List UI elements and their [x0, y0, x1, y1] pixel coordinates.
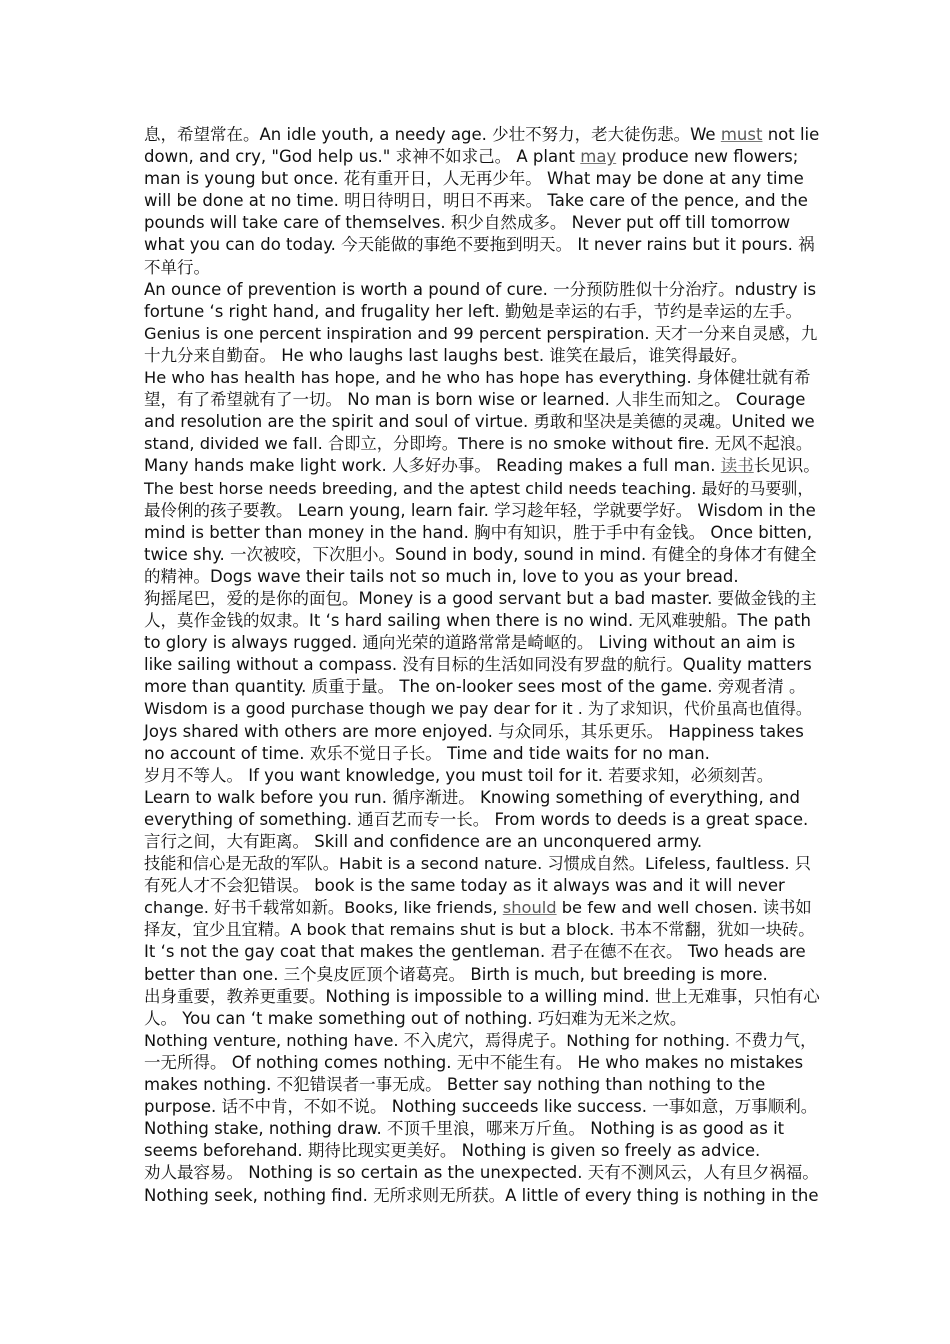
text-line: to glory is always rugged. 通向光荣的道路常常是崎岖的。 Living without an aim is — [144, 633, 796, 653]
text-line: 出身重要，教养更重要。Nothing is impossible to a willing mind. 世上无难事，只怕有心 — [144, 986, 820, 1006]
text-line: Many hands make light work. 人多好办事。 Reading makes a full man. 读书长见识。 — [144, 456, 820, 476]
text-line: pounds will take care of themselves. 积少自然成多。 Never put off till tomorrow — [144, 213, 791, 233]
text-line: 有死人才不会犯错误。 book is the same today as it always was and it will never — [144, 876, 785, 896]
text-line: Nothing venture, nothing have. 不入虎穴，焉得虎子。Nothing for nothing. 不费力气， — [144, 1030, 817, 1050]
text-line: no account of time. 欢乐不觉日子长。 Time and tide waits for no man. — [144, 743, 710, 763]
text-line: will be done at no time. 明日待明日，明日不再来。 Take care of the pence, and the — [144, 191, 808, 211]
text-line: 最伶俐的孩子要教。 Learn young, learn fair. 学习趁年轻，学就要学好。 Wisdom in the — [144, 500, 816, 520]
text-line: Genius is one percent inspiration and 99 percent perspiration. 天才一分来自灵感，九 — [144, 323, 818, 343]
text-line: down, and cry, "God help us." 求神不如求己。 A plant may produce new flowers; — [144, 147, 799, 167]
text-line: 不单行。 — [144, 257, 210, 277]
text-line: Learn to walk before you run. 循序渐进。 Knowing something of everything, and — [144, 787, 800, 807]
text-line: 言行之间，大有距离。 Skill and confidence are an unconquered army. — [144, 832, 703, 851]
text-line: 技能和信心是无敌的军队。Habit is a second nature. 习惯成自然。Lifeless, faultless. 只 — [144, 854, 811, 874]
text-line: The best horse needs breeding, and the aptest child needs teaching. 最好的马要驯， — [144, 478, 814, 498]
hyperlink-dushu[interactable]: 读书 — [720, 456, 754, 476]
text-line: and resolution are the spirit and soul of virtue. 勇敢和坚决是美德的灵魂。United we — [144, 412, 815, 432]
text-line: like sailing without a compass. 没有目标的生活如同没有罗盘的航行。Quality matters — [144, 655, 812, 675]
text-line: He who has health has hope, and he who has hope has everything. 身体健壮就有希 — [144, 368, 811, 388]
text-line: mind is better than money in the hand. 胸中有知识，胜于手中有金钱。 Once bitten, — [144, 522, 813, 542]
text-line: 望，有了希望就有了一切。 No man is born wise or learned. 人非生而知之。 Courage — [144, 390, 806, 410]
text-line: man is young but once. 花有重开日，人无再少年。 What may be done at any time — [144, 169, 804, 189]
text-line: 一无所得。 Of nothing comes nothing. 无中不能生有。 He who makes no mistakes — [144, 1052, 804, 1072]
text-line: 十九分来自勤奋。 He who laughs last laughs best. 谁笑在最后，谁笑得最好。 — [144, 345, 748, 365]
text-line: better than one. 三个臭皮匠顶个诸葛亮。 Birth is much, but breeding is more. — [144, 964, 768, 984]
text-line: twice shy. 一次被咬，下次胆小。Sound in body, sound in mind. 有健全的身体才有健全 — [144, 544, 817, 564]
text-line: Joys shared with others are more enjoyed. 与众同乐，其乐更乐。 Happiness takes — [144, 721, 804, 741]
text-line: purpose. 话不中肯，不如不说。 Nothing succeeds like success. 一事如意，万事顺利。 — [144, 1097, 818, 1117]
document-body — [144, 124, 820, 1207]
text-line: 人。 You can ‘t make something out of nothing. 巧妇难为无米之炊。 — [144, 1008, 687, 1028]
hyperlink-must[interactable]: must — [720, 125, 763, 144]
text-line: 息，希望常在。An idle youth, a needy age. 少壮不努力，老大徒伤悲。We must not lie — [144, 125, 820, 144]
text-line: Wisdom is a good purchase though we pay dear for it . 为了求知识，代价虽高也值得。 — [144, 699, 812, 719]
text-line: everything of something. 通百艺而专一长。 From words to deeds is a great space. — [144, 809, 809, 829]
text-line: more than quantity. 质重于量。 The on-looker sees most of the game. 旁观者清 。 — [144, 677, 806, 697]
text-line: 人，莫作金钱的奴隶。It ‘s hard sailing when there is no wind. 无风难驶船。The path — [144, 611, 811, 631]
text-line: Nothing stake, nothing draw. 不顶千里浪，哪来万斤鱼。 Nothing is as good as it — [144, 1119, 785, 1139]
text-line: what you can do today. 今天能做的事绝不要拖到明天。 It never rains but it pours. 祸 — [144, 235, 815, 255]
text-line: seems beforehand. 期待比现实更美好。 Nothing is given so freely as advice. — [144, 1141, 761, 1161]
text-line: 的精神。Dogs wave their tails not so much in, love to you as your bread. — [144, 566, 739, 586]
text-line: An ounce of prevention is worth a pound of cure. 一分预防胜似十分治疗。ndustry is — [144, 279, 817, 299]
text-line: It ‘s not the gay coat that makes the gentleman. 君子在德不在衣。 Two heads are — [144, 942, 806, 962]
text-line: 择友，宜少且宜精。A book that remains shut is but a block. 书本不常翻，犹如一块砖。 — [144, 920, 815, 940]
hyperlink-should[interactable]: should — [502, 898, 557, 918]
text-line: 岁月不等人。 If you want knowledge, you must toil for it. 若要求知，必须刻苦。 — [144, 765, 774, 785]
text-line: change. 好书千载常如新。Books, like friends, should be few and well chosen. 读书如 — [144, 898, 812, 918]
text-line: fortune ‘s right hand, and frugality her left. 勤勉是幸运的右手，节约是幸运的左手。 — [144, 301, 802, 321]
hyperlink-may[interactable]: may — [580, 147, 617, 167]
text-line: Nothing seek, nothing find. 无所求则无所获。A little of every thing is nothing in the — [144, 1185, 819, 1205]
text-line: 狗摇尾巴，爱的是你的面包。Money is a good servant but a bad master. 要做金钱的主 — [144, 588, 817, 608]
text-line: 劝人最容易。 Nothing is so certain as the unexpected. 天有不测风云，人有旦夕祸福。 — [144, 1163, 819, 1183]
text-line: stand, divided we fall. 合即立，分即垮。There is no smoke without fire. 无风不起浪。 — [144, 434, 813, 454]
text-line: makes nothing. 不犯错误者一事无成。 Better say nothing than nothing to the — [144, 1075, 766, 1095]
